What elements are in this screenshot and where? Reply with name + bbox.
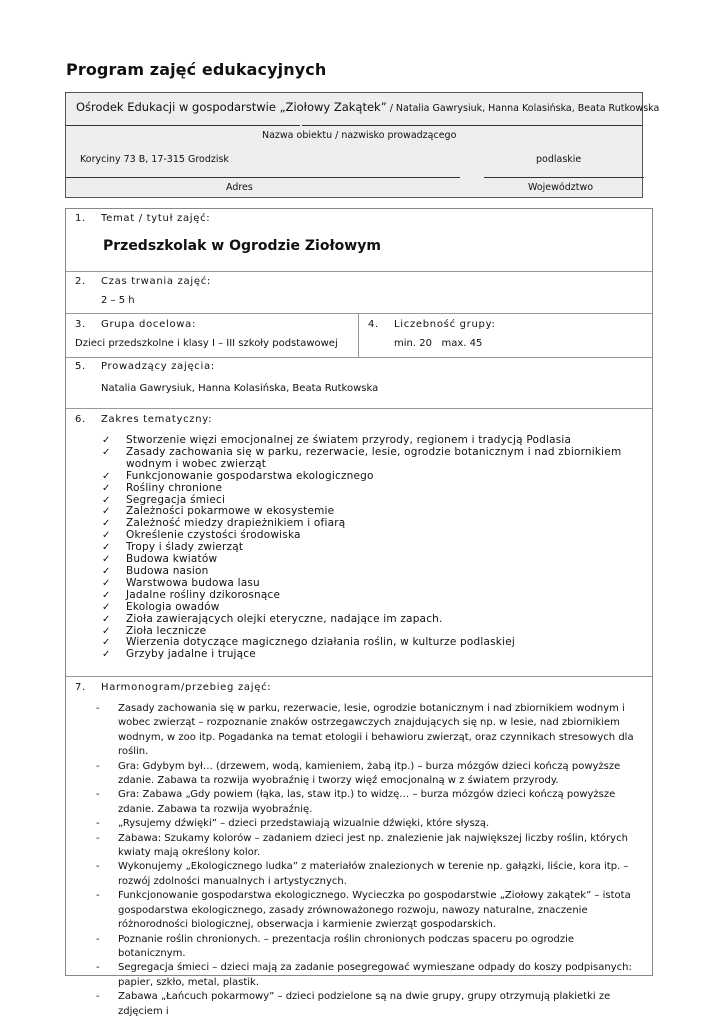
dash-marker: - — [96, 991, 100, 1003]
topic-title: Przedszkolak w Ogrodzie Ziołowym — [103, 238, 381, 254]
dash-marker: - — [96, 789, 100, 801]
checkmark-icon: ✓ — [102, 506, 111, 518]
schedule-item — [88, 990, 643, 1019]
checkmark-icon: ✓ — [102, 613, 111, 625]
topic-item-text: Warstwowa budowa lasu — [126, 576, 260, 589]
dash-marker: - — [96, 890, 100, 902]
topic-item-text: Ekologia owadów — [126, 600, 220, 613]
institution-caption: Nazwa obiektu / nazwisko prowadzącego — [262, 130, 457, 141]
duration-label: Czas trwania zajęć: — [101, 276, 211, 287]
address-value: Koryciny 73 B, 17-315 Grodzisk — [80, 154, 229, 165]
topic-item-text: Jadalne rośliny dzikorosnące — [126, 588, 281, 601]
topic-item-text: Zioła lecznicze — [126, 624, 207, 637]
dash-marker: - — [96, 861, 100, 873]
topic-item-text: Grzyby jadalne i trujące — [126, 648, 256, 661]
schedule-item — [88, 889, 643, 932]
section-number: 1. — [75, 213, 86, 224]
checkmark-icon: ✓ — [102, 554, 111, 566]
checkmark-icon: ✓ — [102, 625, 111, 637]
checkmark-icon: ✓ — [102, 577, 111, 589]
schedule-item-text: Segregacja śmieci – dzieci mają za zadanie posegregować wymieszane odpady do koszy podpisanych: papier, szkło, metal, plastik. — [118, 962, 632, 988]
page-title: Program zajęć edukacyjnych — [66, 60, 327, 79]
institution-people: / Natalia Gawrysiuk, Hanna Kolasińska, Beata Rutkowska — [386, 103, 660, 114]
topic-item-text: Zioła zawierających olejki eteryczne, nadające im zapach. — [126, 612, 443, 625]
program-table — [65, 208, 653, 1017]
dash-marker: - — [96, 933, 100, 945]
topic-item-text: Zasady zachowania się w parku, rezerwacie, lesie, ogrodzie botanicznym i nad zbiornikiem wodnym i wobec zwierząt — [126, 445, 622, 470]
checkmark-icon: ✓ — [102, 589, 111, 601]
schedule-item — [88, 933, 643, 962]
schedule-item-text: Zabawa: Szukamy kolorów – zadaniem dzieci jest np. znalezienie jak największej liczby roślin, których kwiaty mają określony kolor. — [118, 832, 628, 859]
topic-item-text: Zależności pokarmowe w ekosystemie — [126, 505, 335, 518]
schedule-item — [88, 817, 643, 831]
topic-item-text: Budowa nasion — [126, 564, 209, 577]
schedule-item-text: Gra: Zabawa „Gdy powiem (łąka, las, staw itp.) to widzę… – burza mózgów dzieci kończą powyższe zdanie. Zabawa ta rozwija wyobraźnię. — [118, 789, 616, 815]
checkmark-icon: ✓ — [102, 494, 111, 506]
row-divider — [66, 271, 652, 272]
schedule-list — [88, 702, 643, 1019]
topics-list — [102, 435, 647, 661]
checkmark-icon: ✓ — [102, 518, 111, 530]
schedule-item-text: „Rysujemy dźwięki” – dzieci przedstawiają wizualnie dźwięki, które słyszą. — [118, 818, 490, 830]
field-line — [66, 177, 460, 178]
checkmark-icon: ✓ — [102, 470, 111, 482]
topic-item-text: Budowa kwiatów — [126, 553, 218, 566]
schedule-item-text: Poznanie roślin chronionych. – prezentacja roślin chronionych podczas spaceru po ogrodzie botanicznym. — [118, 933, 575, 959]
row-divider — [66, 676, 652, 677]
checkmark-icon: ✓ — [102, 435, 111, 446]
topic-label: Temat / tytuł zajęć: — [101, 213, 211, 224]
section-number: 5. — [75, 361, 86, 372]
schedule-item — [88, 961, 643, 990]
section-number: 4. — [368, 319, 379, 330]
schedule-item — [88, 832, 643, 861]
topic-item-text: Tropy i ślady zwierząt — [126, 541, 244, 554]
field-line — [66, 125, 300, 126]
schedule-item — [88, 788, 643, 817]
checkmark-icon: ✓ — [102, 601, 111, 613]
row-divider — [66, 408, 652, 409]
field-line — [484, 177, 644, 178]
section-number: 6. — [75, 414, 86, 425]
dash-marker: - — [96, 818, 100, 830]
header-box — [65, 92, 660, 198]
topic-item — [102, 447, 647, 471]
topic-item-text: Stworzenie więzi emocjonalnej ze światem przyrody, regionem i tradycją Podlasia — [126, 434, 572, 446]
topics-label: Zakres tematyczny: — [101, 414, 213, 425]
institution-name: Ośrodek Edukacji w gospodarstwie „Ziołowy Zakątek” — [76, 100, 387, 114]
topic-item-text: Wierzenia dotyczące magicznego działania roślin, w kulturze podlaskiej — [126, 636, 515, 649]
schedule-item — [88, 860, 643, 889]
checkmark-icon: ✓ — [102, 446, 111, 458]
leaders-value: Natalia Gawrysiuk, Hanna Kolasińska, Beata Rutkowska — [101, 383, 379, 394]
leaders-label: Prowadzący zajęcia: — [101, 361, 215, 372]
topic-item-text: Zależność miedzy drapieżnikiem i ofiarą — [126, 517, 346, 530]
topic-item — [102, 649, 647, 661]
dash-marker: - — [96, 760, 100, 772]
field-line — [302, 125, 642, 126]
schedule-item-text: Funkcjonowanie gospodarstwa ekologicznego. Wycieczka po gospodarstwie „Ziołowy zakątek” – istota gospodarstwa ekologicznego, zasady zrównoważonego rozwoju, nawozy naturalne, znaczenie różnorodności biologicznej, obserwacja i karmienie zwierząt gospodarskich. — [118, 890, 631, 931]
checkmark-icon: ✓ — [102, 565, 111, 577]
column-divider — [358, 313, 359, 357]
schedule-item-text: Zasady zachowania się w parku, rezerwacie, lesie, ogrodzie botanicznym i nad zbiornikiem wodnym i wobec zwierząt – rozpoznanie znaków ostrzegawczych znajdujących się np. w lesie, nad zbiornikiem wodnym, w zoo itp. Pogadanka na temat etologii i behawioru zwierząt, oraz czynnikach stresowych dla roślin. — [118, 703, 634, 758]
checkmark-icon: ✓ — [102, 542, 111, 554]
topic-item-text: Funkcjonowanie gospodarstwa ekologicznego — [126, 469, 374, 482]
topic-item-text: Segregacja śmieci — [126, 493, 226, 506]
group-size-value: min. 20 max. 45 — [394, 338, 483, 349]
target-group-label: Grupa docelowa: — [101, 319, 197, 330]
dash-marker: - — [96, 703, 100, 714]
province-value: podlaskie — [536, 154, 582, 165]
checkmark-icon: ✓ — [102, 482, 111, 494]
target-group-value: Dzieci przedszkolne i klasy I – III szkoły podstawowej — [75, 338, 338, 349]
topic-item-text: Określenie czystości środowiska — [126, 529, 301, 542]
dash-marker: - — [96, 832, 100, 844]
address-caption: Adres — [226, 182, 253, 193]
dash-marker: - — [96, 962, 100, 974]
province-caption: Województwo — [528, 182, 594, 193]
schedule-item-text: Wykonujemy „Ekologicznego ludka” z materiałów znalezionych w terenie np. gałązki, liście, kora itp. – rozwój zdolności manualnych i artystycznych. — [118, 861, 629, 887]
schedule-item-text: Zabawa „Łańcuch pokarmowy” – dzieci podzielone są na dwie grupy, grupy otrzymują plakietki ze zdjęciem i — [118, 991, 611, 1017]
section-number: 2. — [75, 276, 86, 287]
group-size-label: Liczebność grupy: — [394, 319, 496, 330]
checkmark-icon: ✓ — [102, 649, 111, 661]
checkmark-icon: ✓ — [102, 637, 111, 649]
section-number: 3. — [75, 319, 86, 330]
schedule-item-text: Gra: Gdybym był… (drzewem, wodą, kamieniem, żabą itp.) – burza mózgów dzieci kończą powyższe zdanie. Zabawa ta rozwija wyobraźnię i tworzy więź emocjonalną w z światem przyrody. — [118, 760, 621, 787]
row-divider — [66, 357, 652, 358]
schedule-item — [88, 702, 643, 760]
section-number: 7. — [75, 682, 86, 693]
institution-text — [76, 100, 659, 114]
checkmark-icon: ✓ — [102, 530, 111, 542]
topic-item-text: Rośliny chronione — [126, 481, 223, 494]
row-divider — [66, 313, 652, 314]
schedule-label: Harmonogram/przebieg zajęć: — [101, 682, 272, 693]
duration-value: 2 – 5 h — [101, 295, 135, 306]
schedule-item — [88, 760, 643, 789]
